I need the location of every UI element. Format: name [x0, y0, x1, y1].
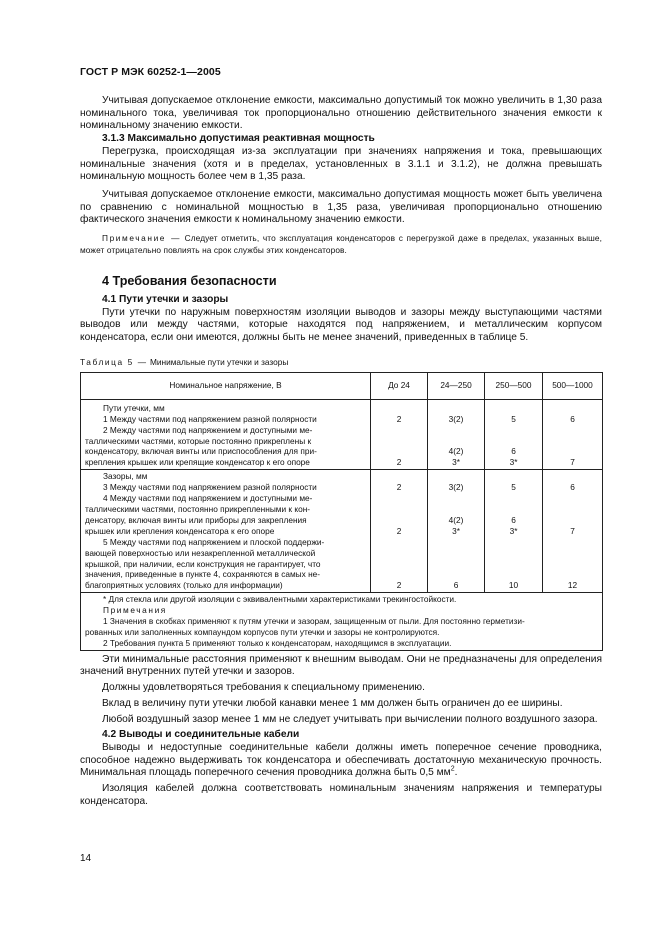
clearance-table — [80, 372, 603, 651]
row-text-line: 4 Между частями под напряжением и доступными ме- — [103, 493, 313, 504]
table-cell: 3* — [509, 457, 518, 468]
table-footnote: * Для стекла или другой изоляции с эквивалентными характеристиками трекингостойкости. — [103, 594, 457, 605]
paragraph: Должны удовлетворяться требования к специальному применению. — [102, 682, 425, 694]
table-note: 2 Требования пункта 5 применяют только к конденсаторам, находящимся в эксплуатации. — [103, 637, 452, 648]
table-note-line: 1 Значения в скобках применяют к путям утечки и зазорам, защищенным от пыли. Для постоянно герметизи- — [103, 616, 525, 627]
table-cell: 2 — [396, 413, 402, 424]
table-header-cell: 250—500 — [485, 372, 543, 399]
page-number: 14 — [80, 853, 92, 864]
table-cell: 10 — [508, 580, 519, 591]
paragraph — [80, 742, 602, 780]
table-cell: 5 — [511, 413, 516, 424]
paragraph-text: Выводы и недоступные соединительные кабели должны иметь поперечное сечение проводника, способное надежно выдерживать ток конденсатора и обеспечивать достаточную механическую прочность. Минимальная площадь поперечного сечения проводника должна быть 0,5 мм — [80, 742, 602, 779]
row-text-line: благоприятных условиях (только для информации) — [85, 580, 283, 591]
table-cell: 6 — [570, 482, 575, 493]
table-notes-label: Примечания — [103, 605, 167, 616]
table-footnote-row — [81, 593, 603, 651]
row-text-line: конденсатору, включая винты или приспособления для при- — [85, 446, 317, 457]
row-text: 3 Между частями под напряжением разной полярности — [103, 482, 317, 493]
note — [80, 233, 602, 256]
paragraph-end: . — [454, 767, 458, 779]
table-cell: 2 — [396, 525, 402, 536]
table-header-cell: 500—1000 — [543, 372, 603, 399]
document-header: ГОСТ Р МЭК 60252-1—2005 — [80, 66, 221, 78]
paragraph: Перегрузка, происходящая из-за эксплуатации при значениях напряжения и тока, превышающих номинальные значения (хотя и в пределах, установленных в 3.1.1 и 3.1.2), не должна превышать номинальную мощность более чем в 1,35 раза. — [80, 145, 602, 183]
row-text-line: 5 Между частями под напряжением и плоской поддержи- — [103, 536, 325, 547]
table-header-cell: 24—250 — [428, 372, 485, 399]
table-cell: 6 — [570, 413, 575, 424]
paragraph: Любой воздушный зазор менее 1 мм не следует учитывать при вычислении полного воздушного зазора. — [102, 713, 598, 725]
row-text-line: денсатору, включая винты или приборы для закрепления — [85, 514, 307, 525]
table-cell: 2 — [396, 482, 402, 493]
paragraph: Изоляция кабелей должна соответствовать номинальным значениям напряжения и температуры конденсатора. — [80, 783, 602, 807]
table-cell: 4(2) — [448, 514, 464, 525]
row-text-line: 2 Между частями под напряжением и доступными ме- — [103, 424, 313, 435]
group-title: Пути утечки, мм — [103, 402, 165, 413]
table-cell: 3(2) — [448, 482, 464, 493]
paragraph: Пути утечки по наружным поверхностям изоляции выводов и зазоры между выступающими частями выводов или между частями, которые находятся под напряжением, и металлическим корпусом конденсатора, если они имеются, должны быть не менее значений, приведенных в таблице 5. — [80, 306, 602, 344]
table-cell: 6 — [511, 446, 516, 457]
row-text-line: значения, приведенные в пункте 4, сохраняются в самых не- — [85, 569, 321, 580]
table-cell: 6 — [453, 580, 459, 591]
table-group-clearance — [81, 470, 603, 593]
section-title-4: 4 Требования безопасности — [102, 274, 277, 289]
paragraph: Эти минимальные расстояния применяют к внешним выводам. Они не предназначены для определения значений внутренних путей утечки и зазоров. — [80, 653, 602, 678]
table-caption-label: Таблица 5 — — [80, 356, 148, 367]
table-header-cell: До 24 — [371, 372, 428, 399]
subsection-title-4-1: 4.1 Пути утечки и зазоры — [102, 294, 229, 306]
row-text-line: крышкой, при наличии, если конструкция не гарантирует, что — [85, 558, 321, 569]
paragraph: Учитывая допускаемое отклонение емкости, максимально допустимая мощность может быть увеличена по сравнению с номинальной мощностью в 1,35 раза, увеличивая пропорционально отношению фактического значения емкости к номинальному значению емкости. — [80, 188, 602, 226]
table-caption-text: Минимальные пути утечки и зазоры — [149, 356, 289, 367]
table-group-creepage — [81, 399, 603, 469]
note-text: Следует отметить, что эксплуатация конденсаторов с перегрузкой даже в пределах, указанных выше, может отрицательно повлиять на срок службы этих конденсаторов. — [80, 233, 603, 255]
table-cell: 2 — [396, 457, 402, 468]
table-header-cell: Номинальное напряжение, В — [81, 372, 371, 399]
subsection-title-3-1-3: 3.1.3 Максимально допустимая реактивная мощность — [102, 133, 375, 145]
row-text-line: вающей поверхностью или незакрепленной металлической — [85, 547, 316, 558]
table-cell: 7 — [570, 525, 575, 536]
row-text-line: крепления крышек или крепящие конденсатор к его опоре — [85, 457, 310, 468]
row-text-line: крышек или крепления конденсатора к его опоре — [85, 525, 275, 536]
table-cell: 3* — [509, 525, 518, 536]
table-cell: 3* — [452, 525, 460, 536]
table-caption — [80, 357, 602, 367]
note-label: Примечание — — [102, 233, 182, 244]
table-cell: 6 — [511, 514, 516, 525]
row-text: 1 Между частями под напряжением разной полярности — [103, 413, 317, 424]
paragraph: Вклад в величину пути утечки любой канавки менее 1 мм должен быть ограничен до ее ширины. — [102, 697, 563, 709]
row-text-line: таллическими частями, которые постоянно прикреплены к — [85, 435, 312, 446]
group-title: Зазоры, мм — [103, 471, 148, 482]
table-cell: 2 — [396, 580, 402, 591]
row-text-line: таллическими частями, постоянно прикрепленными к кон- — [85, 504, 311, 514]
table-cell: 3(2) — [448, 413, 464, 424]
document-body — [80, 95, 602, 809]
table-cell: 7 — [570, 457, 575, 468]
table-cell: 5 — [511, 482, 516, 493]
table-header-row — [81, 372, 603, 399]
superscript: 2 — [450, 766, 455, 774]
subsection-title-4-2: 4.2 Выводы и соединительные кабели — [102, 729, 300, 741]
table-note-line: рованных или заполненных компаундом корпусов пути утечки и зазоры не контролируются. — [85, 626, 440, 637]
table-cell: 4(2) — [448, 446, 464, 457]
paragraph: Учитывая допускаемое отклонение емкости, максимально допустимый ток можно увеличить в 1,30 раза номинального тока, увеличивая ток пропорционально отношению действительного значения емкости к номинальному значению емкости. — [80, 95, 602, 132]
table-cell: 3* — [452, 457, 460, 468]
table-cell: 12 — [567, 580, 578, 591]
